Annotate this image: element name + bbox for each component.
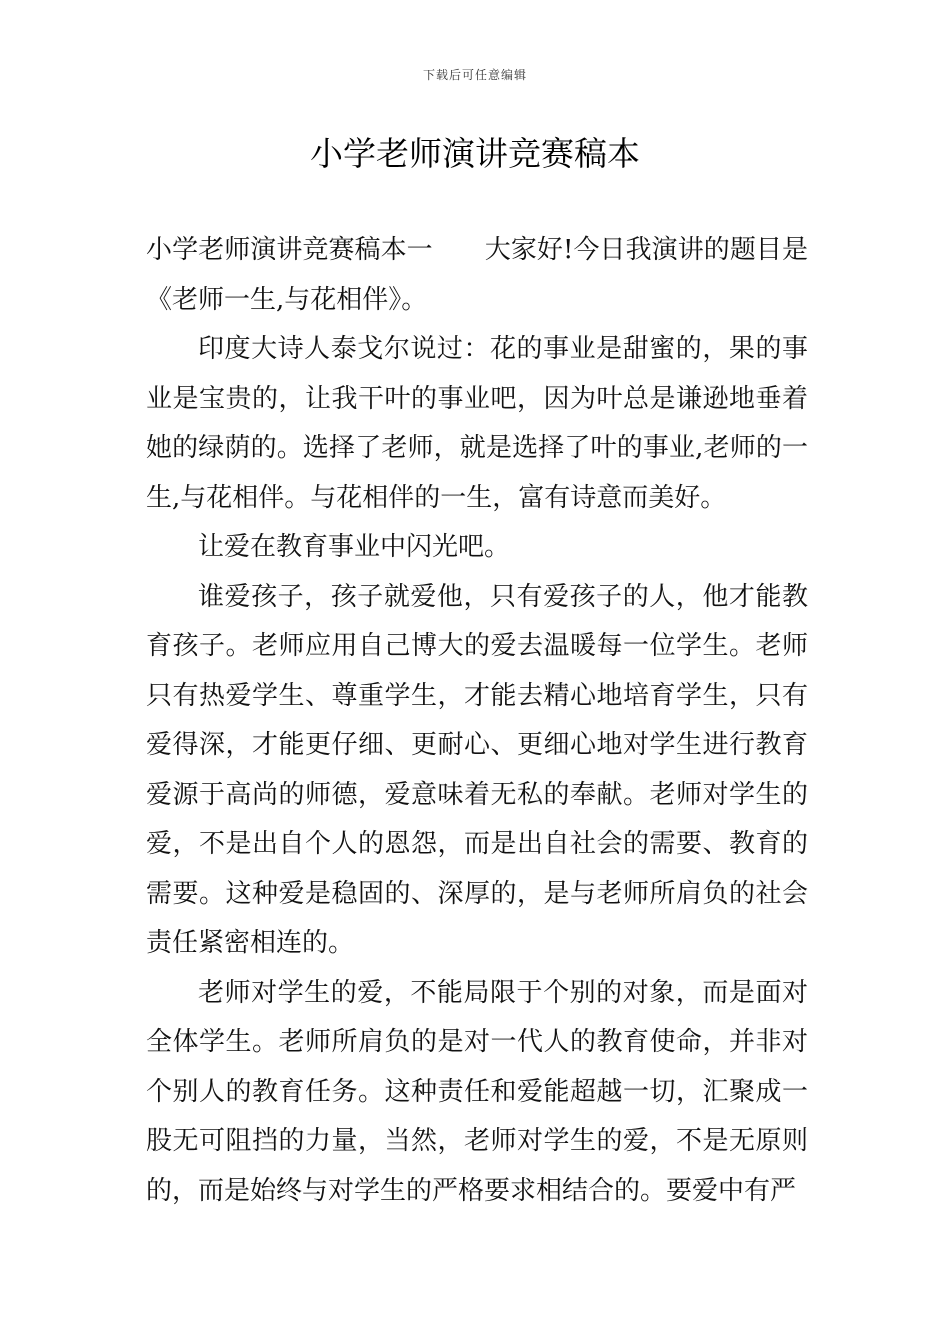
body-text [146, 226, 808, 1216]
paragraph-1 [146, 226, 808, 325]
paragraph-4: 谁爱孩子，孩子就爱他，只有爱孩子的人，他才能教育孩子。老师应用自己博大的爱去温暖每一位学生。老师只有热爱学生、尊重学生，才能去精心地培育学生，只有爱得深，才能更仔细、更耐心、更细心地对学生进行教育爱源于高尚的师德，爱意味着无私的奉献。老师对学生的爱，不是出自个人的恩怨，而是出自社会的需要、教育的需要。这种爱是稳固的、深厚的，是与老师所肩负的社会责任紧密相连的。 [146, 581, 808, 958]
header-note: 下载后可任意编辑 [422, 68, 527, 82]
section-heading: 小学老师演讲竞赛稿本一 [146, 235, 433, 265]
paragraph-5: 老师对学生的爱，不能局限于个别的对象，而是面对全体学生。老师所肩负的是对一代人的教育使命，并非对个别人的教育任务。这种责任和爱能超越一切，汇聚成一股无可阻挡的力量，当然，老师对学生的爱，不是无原则的，而是始终与对学生的严格要求相结合的。要爱中有严 [146, 977, 808, 1206]
paragraph-2: 印度大诗人泰戈尔说过：花的事业是甜蜜的，果的事业是宝贵的，让我干叶的事业吧，因为叶总是谦逊地垂着她的绿荫的。选择了老师，就是选择了叶的事业,老师的一生,与花相伴。与花相伴的一生，富有诗意而美好。 [146, 334, 808, 513]
document-title: 小学老师演讲竞赛稿本 [310, 134, 640, 173]
paragraph-text: 大家好!今日我演讲的题目是《老师一生,与花相伴》。 [146, 235, 808, 315]
paragraph-3: 让爱在教育事业中闪光吧。 [198, 532, 511, 562]
